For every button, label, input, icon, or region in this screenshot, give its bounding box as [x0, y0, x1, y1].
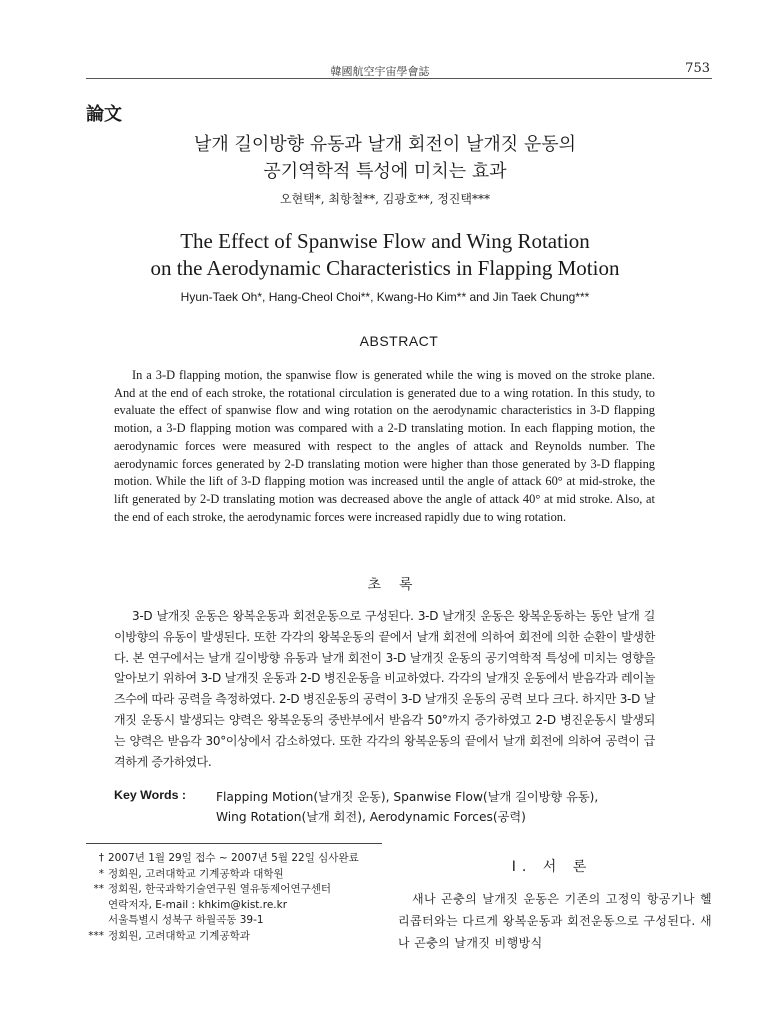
footnote-mark: †: [98, 852, 104, 864]
abstract-ko-heading: 초록: [367, 577, 431, 593]
footnote-mark: *: [98, 867, 104, 880]
introduction-text: 새나 곤충의 날개짓 운동은 기존의 고정익 항공기나 헬리콥터와는 다르게 왕복운동과 회전운동으로 구성된다. 새나 곤충의 날개짓 비행방식: [398, 892, 712, 950]
footnote-text: 정회원, 고려대학교 기계공학과: [108, 929, 250, 942]
title-ko-line-1: 날개 길이방향 유동과 날개 회전이 날개짓 운동의: [193, 134, 577, 155]
section-tag: 論文: [86, 104, 122, 125]
footnote-contact-address: [86, 913, 386, 929]
footnote-author-2: [86, 882, 386, 898]
keywords-line-2: Wing Rotation(날개 회전), Aerodynamic Forces(공력): [216, 810, 526, 824]
page-number: 753: [685, 61, 710, 76]
introduction-heading: Ⅰ. 서 론: [511, 859, 593, 875]
footnote-received: [86, 851, 386, 867]
header-rule: [86, 78, 712, 79]
footnotes: [86, 851, 386, 945]
footnote-contact-email: [86, 898, 386, 914]
footnote-text: 연락저자, E-mail : khkim@kist.re.kr: [108, 898, 288, 911]
authors-ko: 오현택*, 최항철**, 김광호**, 정진택***: [280, 192, 490, 206]
title-en-line-1: The Effect of Spanwise Flow and Wing Rotation: [180, 229, 590, 253]
abstract-heading: ABSTRACT: [359, 333, 439, 349]
keywords-label: Key Words :: [114, 788, 187, 802]
footnote-text: 서울특별시 성북구 하월곡동 39-1: [108, 914, 264, 927]
title-ko-line-2: 공기역학적 특성에 미치는 효과: [263, 161, 507, 182]
footnote-rule: [86, 843, 382, 844]
title-en-line-2: on the Aerodynamic Characteristics in Flapping Motion: [150, 256, 620, 280]
abstract-text: In a 3-D flapping motion, the spanwise flow is generated while the wing is moved on the stroke plane. And at the end of each stroke, the rotational circulation is generated due to a wing rotation. In this study, to evaluate the effect of spanwise flow and wing rotation on the aerodynamic characteristics in 3-D flapping motion, a 3-D flapping motion was compared with a 2-D translating motion. In each flapping motion, the aerodynamic forces were measured with respect to the angles of attack and Reynolds number. The aerodynamic forces generated by 2-D translating motion were higher than those generated by 3-D flapping motion. While the lift of 3-D flapping motion was increased until the angle of attack 60° at mid-stroke, the lift generated by 2-D translating motion was decreased above the angle of attack 40° at mid stroke. Also, at the end of each stroke, the aerodynamic forces were increased rapidly due to wing rotation.: [114, 368, 655, 524]
footnote-mark: **: [93, 883, 104, 896]
abstract-ko-text: 3-D 날개짓 운동은 왕복운동과 회전운동으로 구성된다. 3-D 날개짓 운동은 왕복운동하는 동안 날개 길이방향의 유동이 발생된다. 또한 각각의 왕복운동의 끝에서 날개 회전에 의하여 회전에 의한 순환이 발생한다. 본 연구에서는 날개 길이방향 유동과 날개 회전이 3-D 날개짓 운동의 공기역학적 특성에 미치는 영향을 알아보기 위하여 3-D 날개짓 운동과 2-D 병진운동을 비교하였다. 각각의 날개짓 운동에서 받음각과 레이놀즈수에 따라 공력을 측정하였다. 2-D 병진운동의 공력이 3-D 날개짓 운동의 공력 보다 크다. 하지만 3-D 날개짓 운동시 발생되는 양력은 왕복운동의 중반부에서 받음각 50°까지 증가하였고 2-D 병진운동시 발생되는 양력은 받음각 30°이상에서 감소하였다. 또한 각각의 왕복운동의 끝에서 날개 회전에 의하여 공력이 급격하게 증가하였다.: [114, 609, 655, 769]
journal-name: 韓國航空宇宙學會誌: [330, 65, 430, 78]
footnote-text: 2007년 1월 29일 접수 ~ 2007년 5월 22일 심사완료: [108, 852, 359, 864]
footnote-author-1: [86, 867, 386, 883]
footnote-text: 정회원, 고려대학교 기계공학과 대학원: [108, 867, 284, 880]
authors-en: Hyun-Taek Oh*, Hang-Cheol Choi**, Kwang-Ho Kim** and Jin Taek Chung***: [180, 290, 590, 304]
footnote-author-3: [86, 929, 386, 945]
footnote-text: 정회원, 한국과학기술연구원 열유동제어연구센터: [108, 883, 332, 896]
footnote-mark: ***: [88, 929, 104, 942]
keywords-line-1: Flapping Motion(날개짓 운동), Spanwise Flow(날개 길이방향 유동),: [216, 790, 599, 804]
